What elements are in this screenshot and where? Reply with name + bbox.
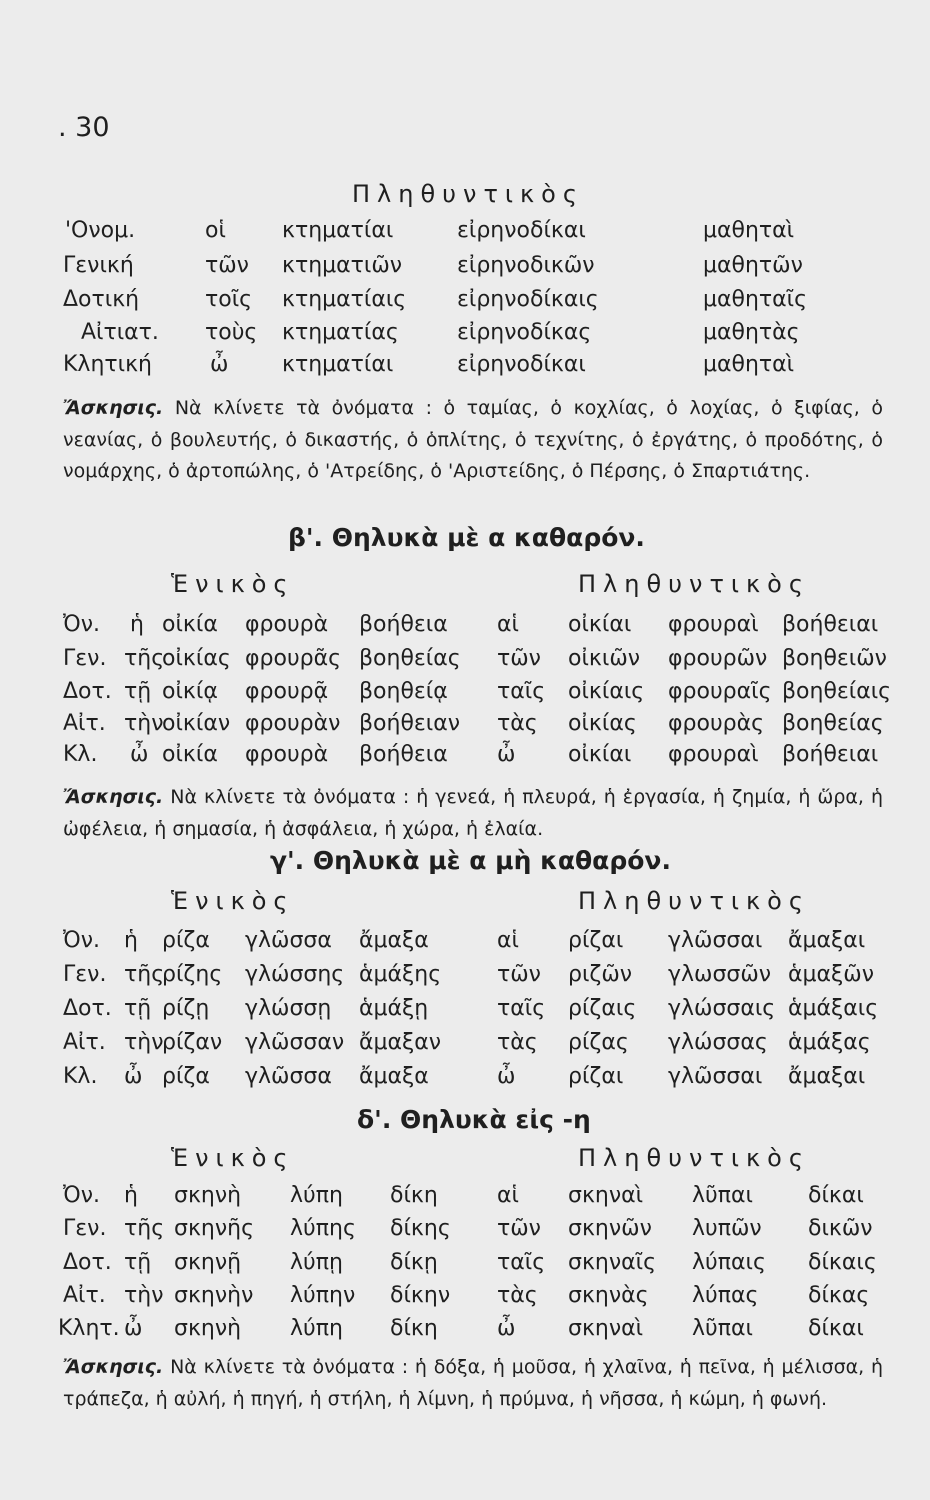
word: ἁμάξῃ [359,996,429,1021]
word: σκηναὶ [568,1316,644,1341]
article: ὦ [497,1316,516,1341]
case-label: Δοτ. [63,679,112,704]
word: μαθητὰς [703,320,800,345]
word: οἰκίας [568,711,637,736]
case-label: Γεν. [63,962,107,987]
case-label: Κλητική [63,352,152,377]
table-row [0,679,930,711]
case-label: Ὀν. [63,1183,100,1208]
word: ἄμαξα [359,928,429,953]
word: δίκαις [808,1250,877,1275]
table-row [0,1216,930,1248]
exercise-text: Νὰ κλίνετε τὰ ὀνόματα : ἡ γενεά, ἡ πλευρά, ἡ ἐργασία, ἡ ζημία, ἡ ὥρα, ἡ ὠφέλεια, ἡ σημασία, ἡ ἀσφάλεια, ἡ χώρα, ἡ ἐλαία. [63,786,883,840]
word: ἄμαξαι [788,928,866,953]
table-row [0,320,930,352]
table-row [0,1064,930,1096]
word: λῦπαι [692,1316,753,1341]
table-row [0,962,930,994]
word: εἰρηνοδίκαι [457,352,586,377]
article: τῇ [124,679,152,704]
word: γλώσσας [668,1030,768,1055]
case-label: Αἰτιατ. [81,320,159,345]
word: γλώσσῃ [245,996,332,1021]
word: γλῶσσαι [668,1064,763,1089]
word: σκηνὴ [174,1316,242,1341]
article: τὰς [497,711,538,736]
word: μαθηταῖς [703,287,808,312]
word: γλῶσσα [245,928,332,953]
article: τῇ [124,1250,152,1275]
article: ὦ [497,742,516,767]
word: ρίζαι [568,1064,624,1089]
table-row [0,1030,930,1062]
word: οἰκιῶν [568,646,641,671]
case-label: Αἰτ. [63,1283,106,1308]
case-label: Αἰτ. [63,711,106,736]
word: δίκαι [808,1183,864,1208]
word: σκηναῖς [568,1250,656,1275]
article: ὦ [124,1316,143,1341]
plural-heading-b: Πληθυντικὸς [578,570,810,598]
case-label: Δοτ. [63,996,112,1021]
word: δίκην [390,1283,451,1308]
word: ρίζα [162,928,210,953]
word: φρουρᾶς [245,646,342,671]
word: φρουρᾷ [245,679,329,704]
word: εἰρηνοδικῶν [457,253,595,278]
word: γλώσσης [245,962,345,987]
article: αἱ [497,928,519,953]
article: ταῖς [497,996,546,1021]
table-row [0,1250,930,1282]
table-row [0,218,930,250]
word: εἰρηνοδίκαις [457,287,599,312]
word: ρίζῃ [162,996,210,1021]
word: δίκη [390,1183,438,1208]
article: αἱ [497,1183,519,1208]
page-number: . 30 [58,112,110,143]
table-row [0,996,930,1028]
table-row [0,928,930,960]
exercise-b [63,782,883,845]
word: βοήθειαι [782,612,879,637]
word: λύπαις [692,1250,766,1275]
word: δίκαι [808,1316,864,1341]
case-label: Γενική [63,253,134,278]
word: ἁμάξαις [788,996,879,1021]
table-row [0,287,930,319]
table-row [0,612,930,644]
plural-heading-d: Πληθυντικὸς [578,1144,810,1172]
word: φρουρὰ [245,612,329,637]
article: ἡ [124,928,138,953]
table-row [0,253,930,285]
word: σκηνῶν [568,1216,652,1241]
exercise-d [63,1352,883,1415]
article: ταῖς [497,679,546,704]
word: δίκας [808,1283,870,1308]
case-label: Γεν. [63,1216,107,1241]
article: ἡ [124,1183,138,1208]
article: τῶν [497,962,541,987]
word: μαθητῶν [703,253,803,278]
word: γλῶσσαν [245,1030,345,1055]
table-row [0,1183,930,1215]
word: γλώσσαις [668,996,776,1021]
table-row [0,742,930,774]
word: σκηνῆς [174,1216,254,1241]
word: κτηματίας [282,320,399,345]
word: γλῶσσα [245,1064,332,1089]
word: ἁμαξῶν [788,962,874,987]
word: κτηματίαι [282,218,394,243]
word: οἰκία [162,742,218,767]
case-label: Ὀν. [63,928,100,953]
word: βοήθεια [359,742,448,767]
case-label: Κλ. [63,742,98,767]
word: λύπης [290,1216,356,1241]
word: φρουρῶν [668,646,768,671]
word: ρίζαν [162,1030,223,1055]
word: φρουρὰ [245,742,329,767]
section-title-b: β'. Θηλυκὰ μὲ α καθαρόν. [288,523,645,552]
word: ριζῶν [568,962,633,987]
word: οἰκίαις [568,679,645,704]
article: ὦ [497,1064,516,1089]
word: σκηνὴν [174,1283,254,1308]
word: μαθηταὶ [703,352,795,377]
article: ὦ [210,352,229,377]
word: δίκης [390,1216,451,1241]
exercise-label: Ἄσκησις. [63,1356,164,1378]
article: ὦ [130,742,149,767]
case-label: Δοτική [63,287,140,312]
word: βοηθείαις [782,679,892,704]
table-row [0,1283,930,1315]
article: τῶν [497,646,541,671]
article: τῶν [497,1216,541,1241]
word: βοηθειῶν [782,646,887,671]
word: ἄμαξαν [359,1030,442,1055]
article: τὰς [497,1283,538,1308]
singular-heading-d: Ἑνικὸς [171,1144,295,1172]
exercise-text: Νὰ κλίνετε τὰ ὀνόματα : ἡ δόξα, ἡ μοῦσα, ἡ χλαῖνα, ἡ πεῖνα, ἡ μέλισσα, ἡ τράπεζα, ἡ αὐλή, ἡ πηγή, ἡ στήλη, ἡ λίμνη, ἡ πρύμνα, ἡ νῆσσα, ἡ κώμη, ἡ φωνή. [63,1356,883,1410]
word: ἄμαξαι [788,1064,866,1089]
article: τοῖς [205,287,253,312]
article: τῇ [124,996,152,1021]
word: ρίζα [162,1064,210,1089]
word: οἰκίαι [568,612,632,637]
singular-heading-c: Ἑνικὸς [171,887,295,915]
word: βοηθείας [359,646,461,671]
word: βοήθειαι [782,742,879,767]
article: αἱ [497,612,519,637]
case-label: Αἰτ. [63,1030,106,1055]
word: βοηθείας [782,711,884,736]
article: τῆς [124,962,165,987]
word: ἁμάξας [788,1030,871,1055]
exercise-label: Ἄσκησις. [63,397,164,419]
case-label: Κλ. [63,1064,98,1089]
word: βοηθείᾳ [359,679,448,704]
word: φρουραῖς [668,679,772,704]
word: λύπας [692,1283,759,1308]
word: δικῶν [808,1216,873,1241]
word: δίκη [390,1316,438,1341]
exercise-a [63,393,883,488]
word: σκηνῇ [174,1250,242,1275]
case-label: Ὀν. [63,612,100,637]
article: ὦ [124,1064,143,1089]
word: λῦπαι [692,1183,753,1208]
section-title-d: δ'. Θηλυκὰ εἰς -η [357,1105,591,1134]
word: ρίζας [568,1030,629,1055]
article: τὰς [497,1030,538,1055]
word: γλωσσῶν [668,962,772,987]
plural-heading-a: Πληθυντικὸς [352,180,584,208]
article: τῶν [205,253,249,278]
word: σκηνὰς [568,1283,649,1308]
article: τὴν [124,1030,164,1055]
section-title-c: γ'. Θηλυκὰ μὲ α μὴ καθαρόν. [270,846,671,875]
word: λυπῶν [692,1216,762,1241]
table-row [0,646,930,678]
word: βοήθεια [359,612,448,637]
word: ἄμαξα [359,1064,429,1089]
plural-heading-c: Πληθυντικὸς [578,887,810,915]
case-label: Κλητ. [58,1316,120,1341]
word: ἁμάξης [359,962,442,987]
word: λύπῃ [290,1250,343,1275]
article: ἡ [130,612,144,637]
case-label: Δοτ. [63,1250,112,1275]
word: σκηναὶ [568,1183,644,1208]
article: τοὺς [205,320,258,345]
word: κτηματίαις [282,287,407,312]
word: δίκῃ [390,1250,438,1275]
word: μαθηταὶ [703,218,795,243]
word: οἰκία [162,612,218,637]
word: ρίζαι [568,928,624,953]
article: ταῖς [497,1250,546,1275]
word: οἰκίαι [568,742,632,767]
table-row [0,1316,930,1348]
article: τῆς [124,1216,165,1241]
word: φρουρὰς [668,711,765,736]
table-row [0,352,930,384]
word: ρίζης [162,962,223,987]
article: τὴν [124,711,164,736]
word: φρουραὶ [668,742,759,767]
case-label: Γεν. [63,646,107,671]
article: οἱ [205,218,226,243]
word: φρουραὶ [668,612,759,637]
word: γλῶσσαι [668,928,763,953]
word: κτηματιῶν [282,253,403,278]
word: κτηματίαι [282,352,394,377]
word: εἰρηνοδίκας [457,320,592,345]
word: φρουρὰν [245,711,341,736]
exercise-text: Νὰ κλίνετε τὰ ὀνόματα : ὁ ταμίας, ὁ κοχλίας, ὁ λοχίας, ὁ ξιφίας, ὁ νεανίας, ὁ βουλευτής, ὁ δικαστής, ὁ ὁπλίτης, ὁ τεχνίτης, ὁ ἐργάτης, ὁ προδότης, ὁ νομάρχης, ὁ ἀρτοπώλης, ὁ 'Ατρείδης, ὁ 'Αριστείδης, ὁ Πέρσης, ὁ Σπαρτιάτης. [63,397,883,482]
word: σκηνὴ [174,1183,242,1208]
case-label: 'Ονομ. [65,218,136,243]
word: οἰκίαν [162,711,231,736]
article: τῆς [124,646,165,671]
word: βοήθειαν [359,711,461,736]
word: ρίζαις [568,996,637,1021]
word: εἰρηνοδίκαι [457,218,586,243]
word: οἰκίᾳ [162,679,218,704]
word: λύπη [290,1316,343,1341]
article: τὴν [124,1283,164,1308]
word: οἰκίας [162,646,231,671]
table-row [0,711,930,743]
word: λύπη [290,1183,343,1208]
exercise-label: Ἄσκησις. [63,786,164,808]
word: λύπην [290,1283,356,1308]
singular-heading-b: Ἑνικὸς [171,570,295,598]
